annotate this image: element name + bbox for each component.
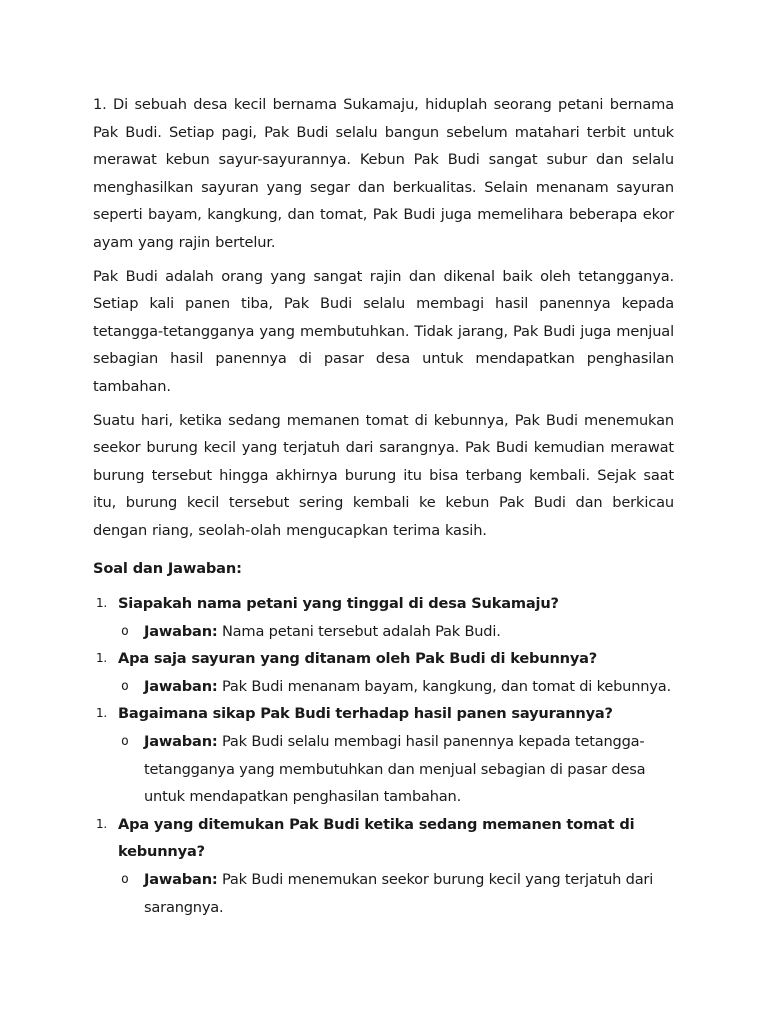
story-paragraph-3: Suatu hari, ketika sedang memanen tomat di kebunnya, Pak Budi menemukan seekor burung kecil yang terjatuh dari sarangnya. Pak Budi kemudian merawat burung tersebut hingga akhirnya burung itu bisa terbang kembali. Sejak saat itu, burung kecil tersebut sering kembali ke kebun Pak Budi dan berkicau dengan riang, seolah-olah mengucapkan terima kasih. <box>93 411 674 539</box>
question-4 <box>93 811 674 866</box>
qa-item-3 <box>93 700 674 810</box>
question-number: 1. <box>96 706 108 721</box>
answer-label: Jawaban: <box>144 733 218 751</box>
document-page <box>93 91 674 921</box>
question-text: Apa saja sayuran yang ditanam oleh Pak Budi di kebunnya? <box>118 650 598 668</box>
question-3 <box>93 700 674 728</box>
question-number: 1. <box>96 651 108 666</box>
section-heading: Soal dan Jawaban: <box>93 559 242 577</box>
qa-item-1 <box>93 590 674 645</box>
answer-text: Pak Budi menanam bayam, kangkung, dan tomat di kebunnya. <box>217 677 671 695</box>
answer-text: Nama petani tersebut adalah Pak Budi. <box>217 622 501 640</box>
bullet-icon: o <box>121 734 129 750</box>
question-text: Apa yang ditemukan Pak Budi ketika sedang memanen tomat di kebunnya? <box>118 815 635 861</box>
question-number: 1. <box>96 816 108 831</box>
qa-list <box>93 590 674 921</box>
question-2 <box>93 645 674 673</box>
answer-2 <box>93 673 674 701</box>
answer-label: Jawaban: <box>144 677 218 695</box>
answer-label: Jawaban: <box>144 622 218 640</box>
answer-text: Pak Budi menemukan seekor burung kecil yang terjatuh dari sarangnya. <box>144 871 654 916</box>
question-text: Bagaimana sikap Pak Budi terhadap hasil panen sayurannya? <box>118 705 613 723</box>
story-paragraph-2: Pak Budi adalah orang yang sangat rajin dan dikenal baik oleh tetangganya. Setiap kali panen tiba, Pak Budi selalu membagi hasil panennya kepada tetangga-tetangganya yang membutuhkan. Tidak jarang, Pak Budi juga menjual sebagian hasil panennya di pasar desa untuk mendapatkan penghasilan tambahan. <box>93 267 674 395</box>
answer-1 <box>93 618 674 646</box>
qa-item-2 <box>93 645 674 700</box>
bullet-icon: o <box>121 678 129 694</box>
question-1 <box>93 590 674 618</box>
answer-4 <box>93 866 674 921</box>
bullet-icon: o <box>121 872 129 888</box>
answer-3 <box>93 728 674 811</box>
bullet-icon: o <box>121 623 129 639</box>
question-text: Siapakah nama petani yang tinggal di desa Sukamaju? <box>118 595 559 613</box>
answer-label: Jawaban: <box>144 871 218 889</box>
answer-text: Pak Budi selalu membagi hasil panennya kepada tetangga-tetangganya yang membutuhkan dan menjual sebagian di pasar desa untuk mendapatkan penghasilan tambahan. <box>144 733 646 806</box>
qa-item-4 <box>93 811 674 921</box>
question-number: 1. <box>96 596 108 611</box>
story-paragraph-1: 1. Di sebuah desa kecil bernama Sukamaju, hiduplah seorang petani bernama Pak Budi. Setiap pagi, Pak Budi selalu bangun sebelum matahari terbit untuk merawat kebun sayur-sayurannya. Kebun Pak Budi sangat subur dan selalu menghasilkan sayuran yang segar dan berkualitas. Selain menanam sayuran seperti bayam, kangkung, dan tomat, Pak Budi juga memelihara beberapa ekor ayam yang rajin bertelur. <box>93 96 674 251</box>
